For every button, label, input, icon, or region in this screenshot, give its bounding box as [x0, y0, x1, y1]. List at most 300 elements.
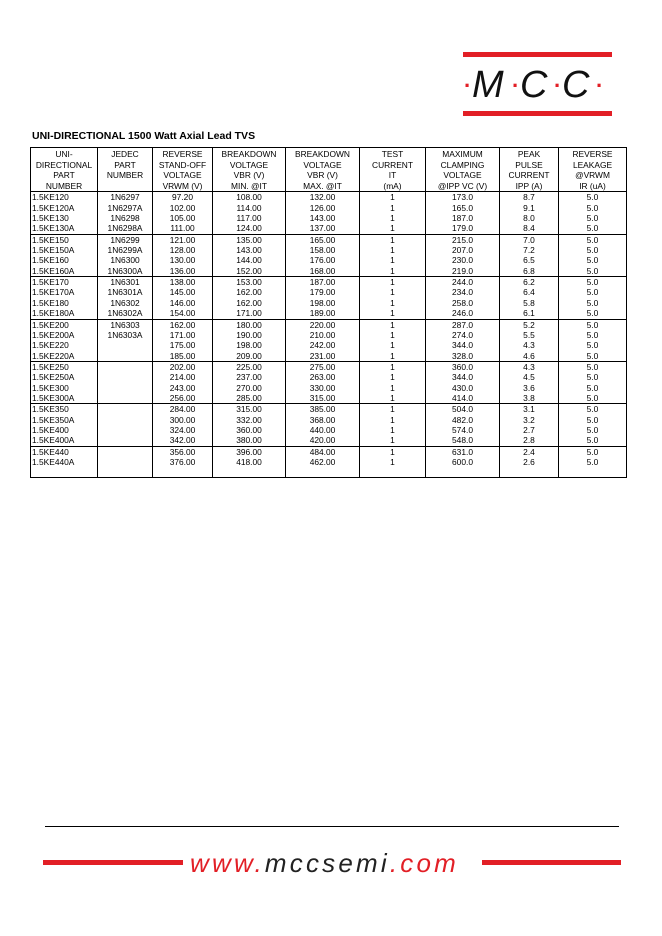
table-cell: 574.0: [426, 425, 500, 435]
url-suffix: .com: [389, 848, 460, 878]
table-cell: 1.5KE130A: [31, 223, 98, 234]
table-cell: 5.0: [559, 404, 627, 415]
column-header-line: VBR (V): [233, 170, 265, 181]
table-cell: 5.0: [559, 255, 627, 265]
table-cell: 144.00: [213, 255, 286, 265]
table-cell: 6.2: [500, 277, 559, 288]
table-cell: 154.00: [153, 308, 213, 319]
column-header: [286, 148, 360, 192]
table-cell: [98, 404, 153, 415]
table-cell: 1.5KE160: [31, 255, 98, 265]
table-cell: 1.5KE250A: [31, 372, 98, 382]
table-row: [31, 457, 627, 478]
table-cell: 1.5KE300: [31, 383, 98, 393]
column-header-line: REVERSE: [162, 149, 203, 159]
table-cell: 3.8: [500, 393, 559, 404]
table-cell: 9.1: [500, 203, 559, 213]
table-cell: 207.0: [426, 245, 500, 255]
table-row: [31, 330, 627, 340]
table-cell: 8.0: [500, 213, 559, 223]
table-cell: 4.3: [500, 340, 559, 350]
table-cell: 5.0: [559, 266, 627, 277]
table-cell: 158.00: [286, 245, 360, 255]
table-cell: 5.5: [500, 330, 559, 340]
table-cell: [98, 372, 153, 382]
table-cell: 230.0: [426, 255, 500, 265]
column-header: [360, 148, 426, 192]
table-cell: 1.5KE440: [31, 446, 98, 457]
table-cell: 1N6298: [98, 213, 153, 223]
table-cell: 1.5KE350: [31, 404, 98, 415]
column-header: [31, 148, 98, 192]
column-header-line: STAND-OFF: [158, 159, 207, 170]
table-cell: 332.00: [213, 415, 286, 425]
table-cell: 360.0: [426, 361, 500, 372]
table-row: [31, 404, 627, 415]
table-cell: 168.00: [286, 266, 360, 277]
table-cell: 5.0: [559, 319, 627, 330]
table-cell: 1N6299: [98, 234, 153, 245]
table-cell: 414.0: [426, 393, 500, 404]
table-cell: 420.00: [286, 435, 360, 446]
table-cell: 5.0: [559, 308, 627, 319]
table-cell: 263.00: [286, 372, 360, 382]
table-cell: 5.0: [559, 203, 627, 213]
table-cell: 1: [360, 223, 426, 234]
table-cell: 1.5KE180: [31, 298, 98, 308]
table-cell: 344.0: [426, 340, 500, 350]
table-cell: 2.8: [500, 435, 559, 446]
table-cell: 3.2: [500, 415, 559, 425]
table-cell: [98, 351, 153, 362]
table-cell: 114.00: [213, 203, 286, 213]
table-cell: 5.0: [559, 446, 627, 457]
table-cell: 136.00: [153, 266, 213, 277]
table-cell: 1N6301A: [98, 287, 153, 297]
table-cell: 1N6297A: [98, 203, 153, 213]
table-cell: [98, 383, 153, 393]
table-cell: 270.00: [213, 383, 286, 393]
table-cell: 5.0: [559, 330, 627, 340]
logo-dot: ·: [554, 73, 562, 98]
column-header-line: PULSE: [515, 159, 543, 170]
table-cell: 176.00: [286, 255, 360, 265]
table-cell: 1.5KE220: [31, 340, 98, 350]
column-header-line: CURRENT: [508, 170, 550, 181]
table-cell: 198.00: [213, 340, 286, 350]
table-cell: 202.00: [153, 361, 213, 372]
table-cell: 1.5KE120: [31, 192, 98, 203]
column-header: [500, 148, 559, 192]
column-header-line: @IPP VC (V): [437, 180, 488, 191]
column-header-line: [98, 181, 152, 192]
table-cell: 6.5: [500, 255, 559, 265]
table-cell: 165.00: [286, 234, 360, 245]
table-cell: 5.0: [559, 223, 627, 234]
table-row: [31, 361, 627, 372]
table-cell: 396.00: [213, 446, 286, 457]
table-cell: 153.00: [213, 277, 286, 288]
column-header-line: MAX. @IT: [303, 180, 342, 191]
column-header-line: VOLTAGE: [303, 159, 342, 170]
column-header: [98, 148, 153, 192]
logo-dot: ·: [464, 73, 472, 98]
table-row: [31, 425, 627, 435]
table-cell: 324.00: [153, 425, 213, 435]
table-cell: 138.00: [153, 277, 213, 288]
table-cell: [98, 425, 153, 435]
table-row: [31, 415, 627, 425]
table-cell: 130.00: [153, 255, 213, 265]
table-body: [31, 192, 627, 478]
table-cell: 5.0: [559, 277, 627, 288]
table-cell: 1N6300A: [98, 266, 153, 277]
table-cell: 231.00: [286, 351, 360, 362]
table-row: [31, 223, 627, 234]
logo-letter-c: C: [520, 64, 548, 106]
table-cell: 1: [360, 277, 426, 288]
table-cell: 1.5KE350A: [31, 415, 98, 425]
url-domain: mccsemi: [264, 848, 390, 878]
table-cell: 462.00: [286, 457, 360, 478]
table-cell: 1.5KE200A: [31, 330, 98, 340]
table-cell: 328.0: [426, 351, 500, 362]
table-cell: 3.1: [500, 404, 559, 415]
table-cell: 1N6300: [98, 255, 153, 265]
column-header-line: IR (uA): [579, 180, 606, 191]
column-header-line: VOLTAGE: [443, 170, 482, 181]
table-cell: 214.00: [153, 372, 213, 382]
table-cell: 1: [360, 234, 426, 245]
table-cell: 275.00: [286, 361, 360, 372]
table-cell: 171.00: [153, 330, 213, 340]
table-row: [31, 255, 627, 265]
table-cell: 145.00: [153, 287, 213, 297]
table-cell: 234.0: [426, 287, 500, 297]
table-cell: 162.00: [153, 319, 213, 330]
table-cell: 198.00: [286, 298, 360, 308]
column-header-line: UNI-: [55, 149, 73, 159]
column-header: [426, 148, 500, 192]
table-cell: 210.00: [286, 330, 360, 340]
table-cell: 631.0: [426, 446, 500, 457]
column-header-line: CLAMPING: [440, 159, 485, 170]
table-row: [31, 393, 627, 404]
table-cell: [98, 340, 153, 350]
table-cell: 256.00: [153, 393, 213, 404]
logo-letter-m: M: [472, 64, 504, 106]
table-row: [31, 298, 627, 308]
table-row: [31, 266, 627, 277]
table-cell: 1.5KE180A: [31, 308, 98, 319]
table-cell: 5.0: [559, 287, 627, 297]
table-cell: 376.00: [153, 457, 213, 478]
footer-divider: [45, 826, 619, 827]
table-cell: 1: [360, 266, 426, 277]
column-header: [559, 148, 627, 192]
table-cell: 242.00: [286, 340, 360, 350]
table-cell: 1N6298A: [98, 223, 153, 234]
table-cell: 284.00: [153, 404, 213, 415]
table-cell: 1.5KE440A: [31, 457, 98, 478]
column-header-line: VRWM (V): [162, 180, 203, 191]
table-cell: 1: [360, 351, 426, 362]
column-header-line: NUMBER: [106, 170, 144, 181]
table-cell: 162.00: [213, 287, 286, 297]
column-header-line: JEDEC: [111, 149, 139, 159]
table-cell: 1N6297: [98, 192, 153, 203]
column-header-line: BREAKDOWN: [221, 149, 277, 159]
table-cell: 7.2: [500, 245, 559, 255]
table-cell: 1.5KE170A: [31, 287, 98, 297]
table-cell: 244.0: [426, 277, 500, 288]
table-cell: 4.5: [500, 372, 559, 382]
table-cell: 7.0: [500, 234, 559, 245]
column-header-line: TEST: [381, 149, 404, 159]
table-cell: 121.00: [153, 234, 213, 245]
table-cell: [98, 435, 153, 446]
table-cell: 5.0: [559, 245, 627, 255]
table-cell: 187.0: [426, 213, 500, 223]
table-cell: 5.0: [559, 383, 627, 393]
table-cell: 315.00: [286, 393, 360, 404]
table-cell: 504.0: [426, 404, 500, 415]
tvs-spec-table: [30, 147, 627, 478]
table-cell: 102.00: [153, 203, 213, 213]
table-cell: 108.00: [213, 192, 286, 203]
table-cell: 185.00: [153, 351, 213, 362]
table-cell: 162.00: [213, 298, 286, 308]
column-header-line: VBR (V): [307, 170, 338, 181]
table-cell: 1: [360, 393, 426, 404]
table-cell: [98, 446, 153, 457]
page-title: UNI-DIRECTIONAL 1500 Watt Axial Lead TVS: [32, 130, 256, 142]
table-cell: 1: [360, 361, 426, 372]
table-cell: 1N6302: [98, 298, 153, 308]
table-cell: 548.0: [426, 435, 500, 446]
table-cell: 1.5KE220A: [31, 351, 98, 362]
table-cell: 5.0: [559, 372, 627, 382]
table-cell: 5.0: [559, 435, 627, 446]
table-cell: 1.5KE170: [31, 277, 98, 288]
table-cell: 5.0: [559, 425, 627, 435]
column-header-line: VOLTAGE: [229, 159, 269, 170]
table-cell: 243.00: [153, 383, 213, 393]
column-header-line: IT: [388, 170, 397, 181]
table-row: [31, 245, 627, 255]
table-cell: 5.0: [559, 340, 627, 350]
table-cell: 5.8: [500, 298, 559, 308]
table-cell: 368.00: [286, 415, 360, 425]
table-cell: 128.00: [153, 245, 213, 255]
table-cell: [98, 457, 153, 478]
table-cell: 2.4: [500, 446, 559, 457]
table-row: [31, 192, 627, 203]
website-url[interactable]: [190, 846, 459, 880]
table-cell: 137.00: [286, 223, 360, 234]
footer-right-bar: [482, 860, 621, 865]
table-cell: 180.00: [213, 319, 286, 330]
table-cell: 5.0: [559, 192, 627, 203]
table-cell: 117.00: [213, 213, 286, 223]
table-cell: 5.0: [559, 234, 627, 245]
column-header-line: REVERSE: [572, 149, 613, 159]
table-cell: 5.0: [559, 298, 627, 308]
table-cell: 209.00: [213, 351, 286, 362]
table-cell: 2.7: [500, 425, 559, 435]
table-cell: 1.5KE400: [31, 425, 98, 435]
table-cell: 179.0: [426, 223, 500, 234]
logo-letter-c: C: [562, 64, 590, 106]
table-cell: 1: [360, 415, 426, 425]
table-row: [31, 277, 627, 288]
table-cell: 385.00: [286, 404, 360, 415]
table-cell: 482.0: [426, 415, 500, 425]
table-cell: 1: [360, 213, 426, 223]
table-cell: 3.6: [500, 383, 559, 393]
table-row: [31, 203, 627, 213]
table-cell: 1.5KE250: [31, 361, 98, 372]
table-cell: 220.00: [286, 319, 360, 330]
table-cell: 1: [360, 203, 426, 213]
footer-left-bar: [43, 860, 183, 865]
table-cell: 4.6: [500, 351, 559, 362]
table-row: [31, 308, 627, 319]
table-cell: 1: [360, 383, 426, 393]
table-cell: 287.0: [426, 319, 500, 330]
table-cell: 360.00: [213, 425, 286, 435]
table-cell: 1.5KE300A: [31, 393, 98, 404]
table-cell: 1N6301: [98, 277, 153, 288]
table-cell: 237.00: [213, 372, 286, 382]
column-header-line: NUMBER: [45, 180, 83, 191]
table-cell: 143.00: [286, 213, 360, 223]
table-cell: 6.8: [500, 266, 559, 277]
table-cell: 1N6302A: [98, 308, 153, 319]
table-cell: 344.0: [426, 372, 500, 382]
table-cell: 5.0: [559, 393, 627, 404]
table-cell: 1: [360, 298, 426, 308]
column-header-line: @VRWM: [575, 170, 610, 181]
table-row: [31, 446, 627, 457]
table-cell: 5.0: [559, 415, 627, 425]
table-cell: 484.00: [286, 446, 360, 457]
table-cell: 258.0: [426, 298, 500, 308]
table-cell: 132.00: [286, 192, 360, 203]
table-cell: 6.4: [500, 287, 559, 297]
table-cell: 285.00: [213, 393, 286, 404]
table-cell: 187.00: [286, 277, 360, 288]
table-cell: 1N6303A: [98, 330, 153, 340]
table-cell: 143.00: [213, 245, 286, 255]
table-cell: 1: [360, 372, 426, 382]
table-cell: 380.00: [213, 435, 286, 446]
logo-bottom-bar: [463, 111, 612, 116]
table-cell: 8.7: [500, 192, 559, 203]
table-cell: 1.5KE120A: [31, 203, 98, 213]
column-header-line: PART: [114, 159, 136, 170]
table-row: [31, 372, 627, 382]
table-cell: 189.00: [286, 308, 360, 319]
table-cell: 5.2: [500, 319, 559, 330]
column-header-line: PART: [53, 170, 75, 181]
table-cell: 1: [360, 330, 426, 340]
column-header-line: LEAKAGE: [572, 159, 613, 170]
table-row: [31, 340, 627, 350]
column-header-line: VOLTAGE: [163, 170, 202, 181]
table-cell: 1: [360, 340, 426, 350]
column-header-line: CURRENT: [372, 159, 413, 170]
table-cell: 111.00: [153, 223, 213, 234]
table-cell: 1: [360, 245, 426, 255]
table-cell: 1: [360, 287, 426, 297]
table-cell: 600.0: [426, 457, 500, 478]
column-header-line: (mA): [383, 180, 402, 191]
table-cell: 2.6: [500, 457, 559, 478]
table-cell: 1.5KE400A: [31, 435, 98, 446]
column-header-line: PEAK: [517, 149, 541, 159]
table-cell: 5.0: [559, 361, 627, 372]
column-header-line: DIRECTIONAL: [35, 159, 93, 170]
table-cell: 105.00: [153, 213, 213, 223]
table-cell: 1.5KE150A: [31, 245, 98, 255]
table-cell: 97.20: [153, 192, 213, 203]
table-cell: 1.5KE200: [31, 319, 98, 330]
table-cell: 1: [360, 308, 426, 319]
table-cell: 225.00: [213, 361, 286, 372]
table-header: [31, 148, 627, 192]
table-cell: 246.0: [426, 308, 500, 319]
table-cell: [98, 393, 153, 404]
table-cell: 175.00: [153, 340, 213, 350]
table-cell: 6.1: [500, 308, 559, 319]
table-cell: 1N6303: [98, 319, 153, 330]
table-cell: 1: [360, 404, 426, 415]
table-cell: [98, 415, 153, 425]
table-cell: 173.0: [426, 192, 500, 203]
logo-dot: ·: [512, 73, 520, 98]
table-cell: 1: [360, 319, 426, 330]
table-cell: 146.00: [153, 298, 213, 308]
table-cell: 440.00: [286, 425, 360, 435]
table-cell: 5.0: [559, 351, 627, 362]
mcc-logo: [463, 63, 613, 107]
table-cell: 152.00: [213, 266, 286, 277]
column-header-line: MAXIMUM: [442, 149, 483, 159]
table-row: [31, 319, 627, 330]
logo-top-bar: [463, 52, 612, 57]
table-cell: 215.0: [426, 234, 500, 245]
table-row: [31, 234, 627, 245]
table-row: [31, 287, 627, 297]
table-cell: 5.0: [559, 213, 627, 223]
table-cell: 1: [360, 457, 426, 478]
table-cell: 4.3: [500, 361, 559, 372]
table-cell: 1.5KE150: [31, 234, 98, 245]
table-cell: 165.0: [426, 203, 500, 213]
column-header: [213, 148, 286, 192]
table-row: [31, 383, 627, 393]
table-cell: 179.00: [286, 287, 360, 297]
table-row: [31, 351, 627, 362]
url-prefix: www.: [190, 848, 265, 878]
table-cell: 1: [360, 446, 426, 457]
table-cell: 315.00: [213, 404, 286, 415]
table-cell: 430.0: [426, 383, 500, 393]
table-cell: 1: [360, 192, 426, 203]
table-cell: 356.00: [153, 446, 213, 457]
table-row: [31, 213, 627, 223]
